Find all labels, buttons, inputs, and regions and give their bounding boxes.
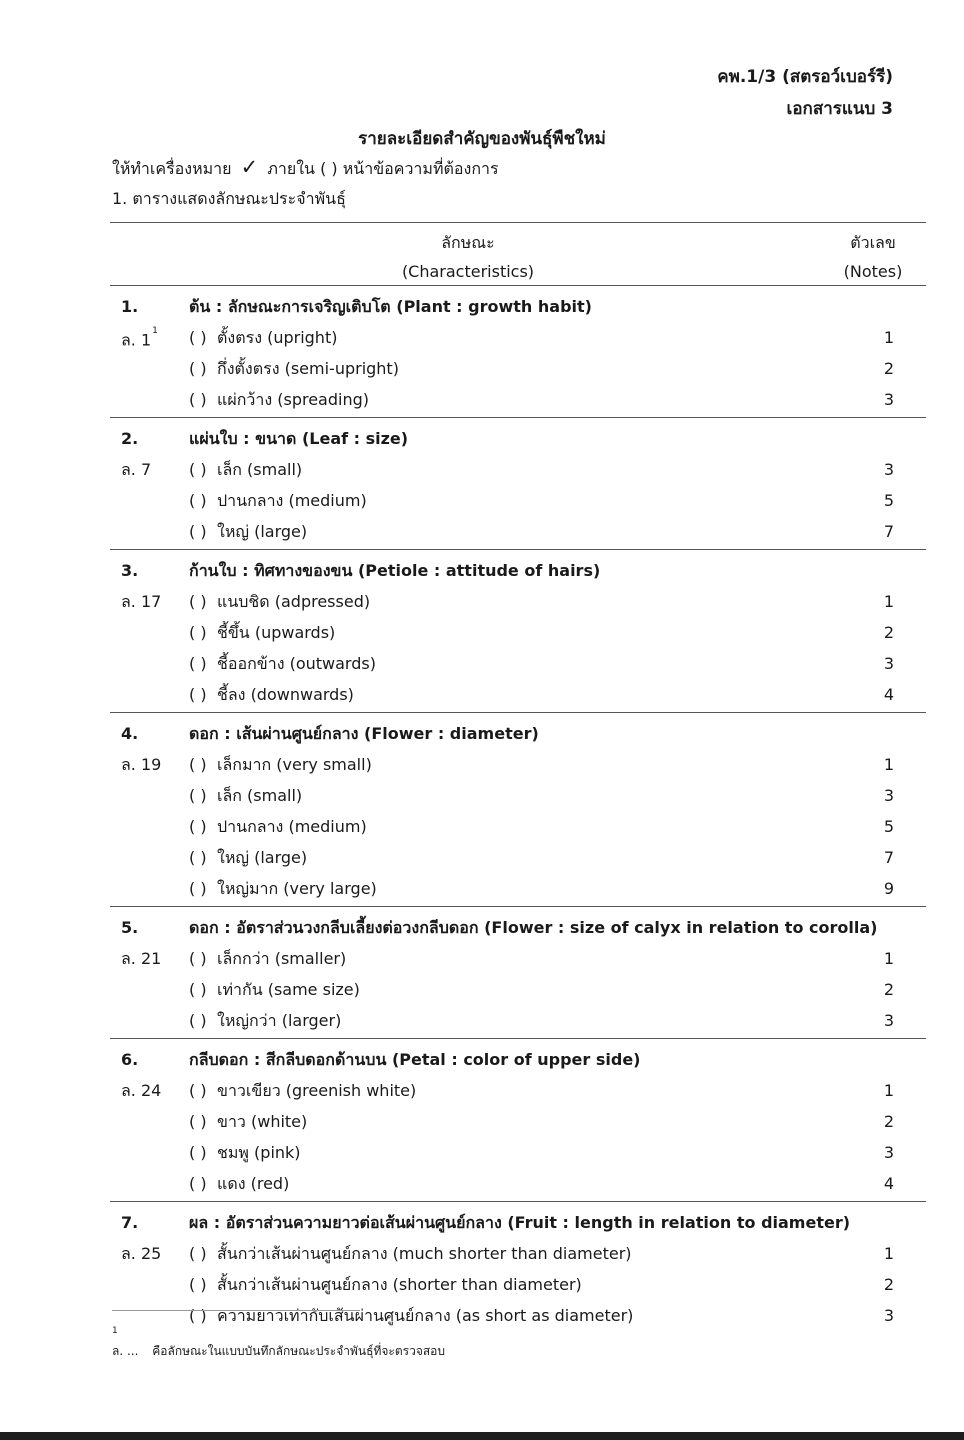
option-label: ชี้ลง (downwards) (217, 685, 354, 704)
section-title: กลีบดอก : สีกลีบดอกด้านบน (Petal : color of upper side) (189, 1050, 641, 1069)
option-row (110, 1269, 926, 1300)
note-value: 1 (883, 755, 894, 774)
characteristic-section (110, 906, 926, 1038)
attachment-label: เอกสารแนบ 3 (786, 99, 893, 119)
option-row (110, 873, 926, 904)
option-row (110, 586, 926, 617)
option-label: ใหญ่ (large) (217, 522, 308, 541)
checkbox-parentheses[interactable]: ( ) (189, 390, 207, 409)
note-value: 3 (883, 390, 894, 409)
section-number: 5. (121, 918, 139, 937)
option-row (110, 1005, 926, 1036)
characteristic-ref-text: ล. 17 (121, 592, 162, 611)
option-row (110, 1168, 926, 1199)
note-value: 3 (883, 460, 894, 479)
checkbox-parentheses[interactable]: ( ) (189, 491, 207, 510)
checkbox-parentheses[interactable]: ( ) (189, 592, 207, 611)
option-row (110, 974, 926, 1005)
bottom-bar (0, 1432, 964, 1440)
header-notes-th: ตัวเลข (850, 233, 896, 252)
option-label: ขาวเขียว (greenish white) (217, 1081, 417, 1100)
note-value: 4 (883, 685, 894, 704)
instruction-after: ภายใน ( ) หน้าข้อความที่ต้องการ (267, 159, 499, 178)
characteristic-ref (121, 454, 151, 485)
checkbox-parentheses[interactable]: ( ) (189, 623, 207, 642)
note-value: 1 (883, 949, 894, 968)
checkbox-parentheses[interactable]: ( ) (189, 522, 207, 541)
note-value: 5 (883, 817, 894, 836)
characteristic-ref (121, 943, 161, 974)
note-value: 3 (883, 1011, 894, 1030)
checkbox-parentheses[interactable]: ( ) (189, 1306, 207, 1325)
note-value: 3 (883, 786, 894, 805)
section-heading-row (110, 718, 926, 749)
checkbox-parentheses[interactable]: ( ) (189, 359, 207, 378)
checkbox-parentheses[interactable]: ( ) (189, 980, 207, 999)
characteristic-ref (121, 1075, 161, 1106)
section-heading-row (110, 1044, 926, 1075)
note-value: 1 (883, 592, 894, 611)
option-label: ใหญ่ (large) (217, 848, 308, 867)
footnote (112, 1328, 445, 1361)
characteristics-table (110, 222, 926, 1333)
instruction-before: ให้ทำเครื่องหมาย (112, 159, 232, 178)
option-label: ขาว (white) (217, 1112, 308, 1131)
note-value: 7 (883, 848, 894, 867)
characteristic-ref-text: ล. 1 (121, 330, 152, 350)
section-title: แผ่นใบ : ขนาด (Leaf : size) (189, 429, 409, 448)
option-row (110, 1106, 926, 1137)
option-row (110, 842, 926, 873)
note-value: 2 (883, 359, 894, 378)
option-label: เท่ากัน (same size) (217, 980, 360, 999)
section-number: 6. (121, 1050, 139, 1069)
option-row (110, 485, 926, 516)
note-value: 2 (883, 623, 894, 642)
checkbox-parentheses[interactable]: ( ) (189, 1081, 207, 1100)
option-label: เล็ก (small) (217, 460, 303, 479)
option-row (110, 1137, 926, 1168)
option-row (110, 749, 926, 780)
option-label: เล็ก (small) (217, 786, 303, 805)
note-value: 2 (883, 1275, 894, 1294)
section-heading-row (110, 291, 926, 322)
section-number: 1. (121, 297, 139, 316)
option-label: แดง (red) (217, 1174, 290, 1193)
note-value: 1 (883, 1081, 894, 1100)
section-number: 4. (121, 724, 139, 743)
section-number: 2. (121, 429, 139, 448)
checkbox-parentheses[interactable]: ( ) (189, 1112, 207, 1131)
option-label: ใหญ่มาก (very large) (217, 879, 377, 898)
option-row (110, 454, 926, 485)
option-row (110, 648, 926, 679)
section-heading-row (110, 423, 926, 454)
option-row (110, 322, 926, 353)
section-title: ดอก : อัตราส่วนวงกลีบเลี้ยงต่อวงกลีบดอก (Flower : size of calyx in relation to corolla) (189, 918, 878, 937)
characteristic-ref-text: ล. 19 (121, 755, 162, 774)
option-label: ใหญ่กว่า (larger) (217, 1011, 342, 1030)
checkbox-parentheses[interactable]: ( ) (189, 848, 207, 867)
option-row (110, 1300, 926, 1331)
option-row (110, 780, 926, 811)
table-header (110, 223, 926, 285)
table-subheading: 1. ตารางแสดงลักษณะประจำพันธุ์ (112, 189, 346, 208)
section-heading-row (110, 555, 926, 586)
checkbox-parentheses[interactable]: ( ) (189, 755, 207, 774)
checkbox-parentheses[interactable]: ( ) (189, 786, 207, 805)
option-row (110, 617, 926, 648)
note-value: 1 (883, 1244, 894, 1263)
option-label: ตั้งตรง (upright) (217, 328, 338, 347)
option-label: ความยาวเท่ากับเส้นผ่านศูนย์กลาง (as short as diameter) (217, 1306, 634, 1325)
option-row (110, 1238, 926, 1269)
option-label: ชี้ขึ้น (upwards) (217, 623, 336, 642)
section-title: ผล : อัตราส่วนความยาวต่อเส้นผ่านศูนย์กลาง (Fruit : length in relation to diameter) (189, 1213, 851, 1232)
note-value: 7 (883, 522, 894, 541)
option-row (110, 384, 926, 415)
characteristic-section (110, 1201, 926, 1333)
checkbox-parentheses[interactable]: ( ) (189, 879, 207, 898)
section-number: 3. (121, 561, 139, 580)
footnote-ref: ล. ... (112, 1344, 139, 1358)
section-title: ก้านใบ : ทิศทางของขน (Petiole : attitude of hairs) (189, 561, 601, 580)
characteristic-section (110, 712, 926, 906)
characteristic-ref (121, 749, 161, 780)
option-label: เล็กมาก (very small) (217, 755, 372, 774)
footnote-mark: 1 (112, 1326, 118, 1336)
checkbox-parentheses[interactable]: ( ) (189, 949, 207, 968)
option-label: แผ่กว้าง (spreading) (217, 390, 369, 409)
characteristic-section (110, 417, 926, 549)
characteristic-ref (121, 586, 161, 617)
form-code: คพ.1/3 (สตรอว์เบอร์รี) (717, 67, 893, 87)
note-value: 4 (883, 1174, 894, 1193)
option-label: สั้นกว่าเส้นผ่านศูนย์กลาง (much shorter than diameter) (217, 1244, 632, 1263)
characteristic-section (110, 1038, 926, 1201)
characteristic-ref-text: ล. 25 (121, 1244, 162, 1263)
characteristic-ref (121, 322, 158, 355)
note-value: 3 (883, 1306, 894, 1325)
option-label: ปานกลาง (medium) (217, 817, 367, 836)
option-label: กึ่งตั้งตรง (semi-upright) (217, 359, 399, 378)
checkbox-parentheses[interactable]: ( ) (189, 460, 207, 479)
table-body (110, 285, 926, 1333)
header-characteristics-en: (Characteristics) (401, 262, 535, 281)
option-row (110, 679, 926, 710)
option-label: แนบชิด (adpressed) (217, 592, 371, 611)
checkbox-parentheses[interactable]: ( ) (189, 1011, 207, 1030)
footnote-reference: 1 (152, 326, 158, 336)
option-row (110, 943, 926, 974)
header-notes-en: (Notes) (843, 262, 903, 281)
note-value: 5 (883, 491, 894, 510)
option-label: สั้นกว่าเส้นผ่านศูนย์กลาง (shorter than diameter) (217, 1275, 582, 1294)
note-value: 3 (883, 654, 894, 673)
option-label: ชี้ออกข้าง (outwards) (217, 654, 376, 673)
option-row (110, 516, 926, 547)
section-heading-row (110, 912, 926, 943)
note-value: 9 (883, 879, 894, 898)
note-value: 3 (883, 1143, 894, 1162)
characteristic-ref-text: ล. 7 (121, 460, 152, 479)
footnote-text: คือลักษณะในแบบบันทึกลักษณะประจำพันธุ์ที่จะตรวจสอบ (152, 1344, 445, 1358)
instruction-line (112, 155, 499, 182)
checkbox-parentheses[interactable]: ( ) (189, 817, 207, 836)
option-label: เล็กกว่า (smaller) (217, 949, 347, 968)
option-row (110, 353, 926, 384)
characteristic-ref (121, 1238, 161, 1269)
checkbox-parentheses[interactable]: ( ) (189, 1143, 207, 1162)
checkbox-parentheses[interactable]: ( ) (189, 1244, 207, 1263)
checkbox-parentheses[interactable]: ( ) (189, 328, 207, 347)
checkbox-parentheses[interactable]: ( ) (189, 685, 207, 704)
option-label: ชมพู (pink) (217, 1143, 301, 1162)
characteristic-ref-text: ล. 24 (121, 1081, 162, 1100)
note-value: 1 (883, 328, 894, 347)
characteristic-ref-text: ล. 21 (121, 949, 162, 968)
check-mark-icon: ✓ (240, 155, 259, 179)
header-characteristics-th: ลักษณะ (441, 233, 495, 252)
section-title: ต้น : ลักษณะการเจริญเติบโต (Plant : growth habit) (189, 297, 592, 316)
note-value: 2 (883, 1112, 894, 1131)
option-row (110, 1075, 926, 1106)
section-heading-row (110, 1207, 926, 1238)
option-label: ปานกลาง (medium) (217, 491, 367, 510)
section-number: 7. (121, 1213, 139, 1232)
checkbox-parentheses[interactable]: ( ) (189, 1174, 207, 1193)
characteristic-section (110, 285, 926, 417)
checkbox-parentheses[interactable]: ( ) (189, 1275, 207, 1294)
page-title: รายละเอียดสำคัญของพันธุ์พืชใหม่ (358, 129, 606, 149)
characteristic-section (110, 549, 926, 712)
note-value: 2 (883, 980, 894, 999)
checkbox-parentheses[interactable]: ( ) (189, 654, 207, 673)
option-row (110, 811, 926, 842)
section-title: ดอก : เส้นผ่านศูนย์กลาง (Flower : diameter) (189, 724, 539, 743)
footnote-divider (112, 1310, 360, 1311)
